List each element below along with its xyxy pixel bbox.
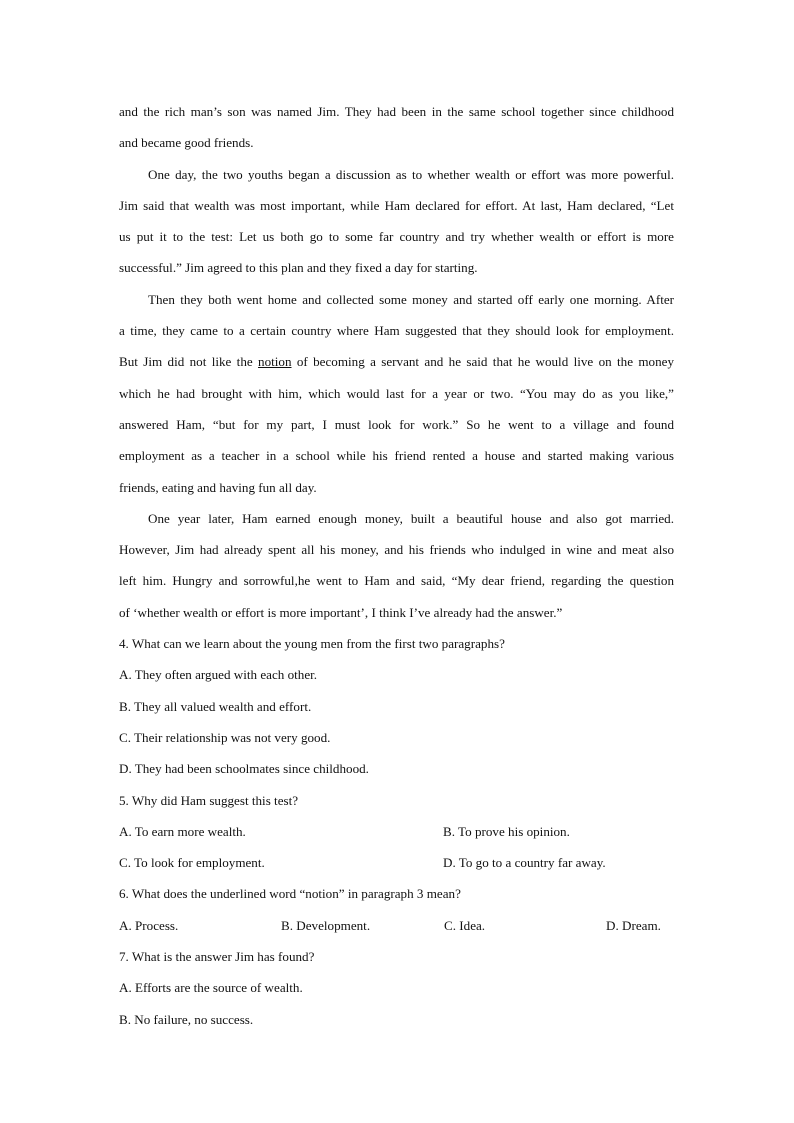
answer-option: A. They often argued with each other. (119, 667, 318, 683)
answer-option: B. No failure, no success. (119, 1011, 254, 1027)
passage-line (119, 350, 674, 381)
answer-option: A. To earn more wealth. (119, 823, 246, 839)
passage-line: Then they both went home and collected some money and started off early one morning. After (148, 291, 674, 307)
passage-line: answered Ham, “but for my part, I must look for work.” So he went to a village and found (119, 416, 674, 432)
answer-option: D. To go to a country far away. (443, 855, 606, 871)
passage-line: Jim said that wealth was most important, while Ham declared for effort. At last, Ham declared, “Let (119, 197, 674, 213)
answer-option: D. Dream. (606, 917, 661, 933)
passage-text: But Jim did not like the (119, 354, 259, 370)
passage-line: One year later, Ham earned enough money, built a beautiful house and also got married. (148, 510, 674, 526)
answer-option: B. To prove his opinion. (443, 823, 570, 839)
exam-content (119, 100, 674, 1039)
question-stem: 7. What is the answer Jim has found? (119, 949, 315, 965)
passage-text: of becoming a servant and he said that he would live on the money (291, 354, 674, 370)
passage-line: a time, they came to a certain country where Ham suggested that they should look for employment. (119, 323, 674, 339)
passage-line: left him. Hungry and sorrowful,he went to Ham and said, “My dear friend, regarding the question (119, 573, 674, 589)
question-stem: 4. What can we learn about the young men from the first two paragraphs? (119, 636, 505, 652)
option-row (119, 820, 674, 851)
question-stem: 5. Why did Ham suggest this test? (119, 792, 299, 808)
answer-option: C. To look for employment. (119, 855, 265, 871)
answer-option: C. Idea. (444, 917, 486, 933)
option-row (119, 914, 674, 945)
answer-option: B. Development. (281, 917, 371, 933)
passage-line: friends, eating and having fun all day. (119, 479, 317, 495)
passage-line: and became good friends. (119, 135, 254, 151)
answer-option: B. They all valued wealth and effort. (119, 698, 312, 714)
answer-option: C. Their relationship was not very good. (119, 729, 331, 745)
answer-option: A. Process. (119, 917, 179, 933)
passage-line: of ‘whether wealth or effort is more important’, I think I’ve already had the answer.” (119, 604, 563, 620)
option-row (119, 851, 674, 882)
passage-line: However, Jim had already spent all his money, and his friends who indulged in wine and meat also (119, 542, 674, 558)
passage-line: which he had brought with him, which would last for a year or two. “You may do as you like,” (119, 385, 674, 401)
passage-line: employment as a teacher in a school while his friend rented a house and started making various (119, 448, 674, 464)
question-stem: 6. What does the underlined word “notion” in paragraph 3 mean? (119, 886, 461, 902)
underlined-word-notion: notion (258, 354, 292, 370)
answer-option: A. Efforts are the source of wealth. (119, 980, 303, 996)
passage-line: and the rich man’s son was named Jim. They had been in the same school together since childhood (119, 104, 674, 119)
passage-line: successful.” Jim agreed to this plan and they fixed a day for starting. (119, 260, 478, 276)
answer-option: D. They had been schoolmates since childhood. (119, 761, 369, 777)
passage-line: us put it to the test: Let us both go to some far country and try whether wealth or effort is more (119, 229, 674, 245)
passage-line: One day, the two youths began a discussion as to whether wealth or effort was more powerful. (148, 166, 674, 182)
